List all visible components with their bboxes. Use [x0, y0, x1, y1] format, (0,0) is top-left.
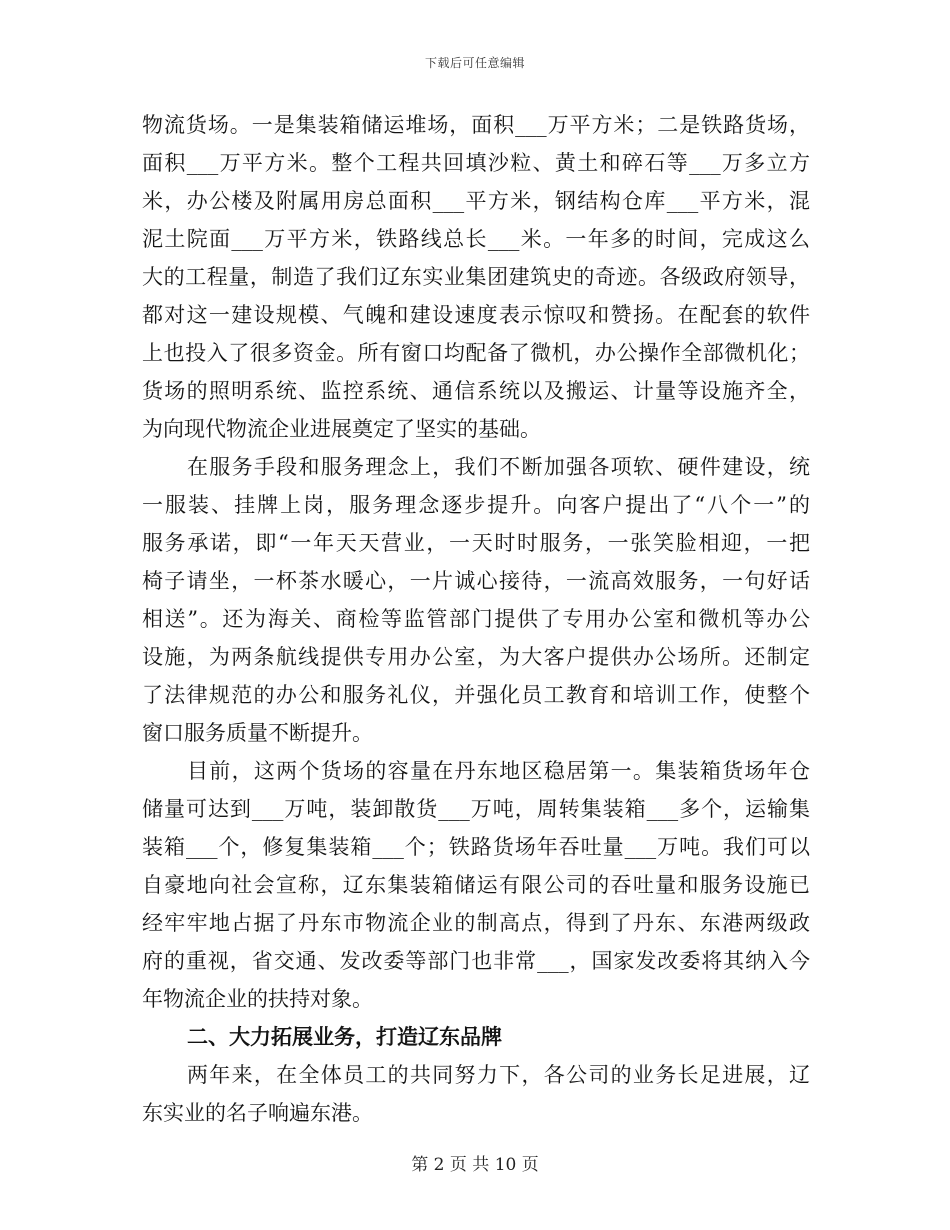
paragraph-first-line: 目前，这两个货场的容量在丹东地区稳居第一。集装箱货场年仓 [187, 759, 810, 783]
page-header-note: 下载后可任意编辑 [424, 56, 525, 70]
text-line: 物流货场。一是集装箱储运堆场，面积___万平方米；二是铁路货场， [142, 113, 810, 137]
text-line: 装箱___个，修复集装箱___个；铁路货场年吞吐量___万吨。我们可以 [142, 835, 810, 859]
text-line: 设施，为两条航线提供专用办公室，为大客户提供办公场所。还制定 [142, 645, 810, 669]
text-line: 服务承诺，即“一年天天营业，一天时时服务，一张笑脸相迎，一把 [142, 531, 810, 555]
text-line: 都对这一建设规模、气魄和建设速度表示惊叹和赞扬。在配套的软件 [142, 303, 810, 327]
text-line: 米，办公楼及附属用房总面积___平方米，钢结构仓库___平方米，混 [142, 189, 810, 213]
text-line: 年物流企业的扶持对象。 [142, 987, 373, 1011]
document-body [142, 106, 810, 1132]
text-line: 大的工程量，制造了我们辽东实业集团建筑史的奇迹。各级政府领导， [142, 265, 810, 289]
text-line: 泥土院面___万平方米，铁路线总长___米。一年多的时间，完成这么 [142, 227, 810, 251]
section-heading: 二、大力拓展业务，打造辽东品牌 [187, 1025, 502, 1049]
text-line: 为向现代物流企业进展奠定了坚实的基础。 [142, 417, 541, 441]
text-line: 经牢牢地占据了丹东市物流企业的制高点，得到了丹东、东港两级政 [142, 911, 810, 935]
text-line: 上也投入了很多资金。所有窗口均配备了微机，办公操作全部微机化； [142, 341, 810, 365]
text-line: 面积___万平方米。整个工程共回填沙粒、黄土和碎石等___万多立方 [142, 151, 810, 175]
text-line: 储量可达到___万吨，装卸散货___万吨，周转集装箱___多个，运输集 [142, 797, 810, 821]
paragraph-first-line: 在服务手段和服务理念上，我们不断加强各项软、硬件建设，统 [187, 455, 810, 479]
page-number: 第 2 页 共 10 页 [411, 1155, 539, 1175]
text-line: 窗口服务质量不断提升。 [142, 721, 373, 745]
text-line: 自豪地向社会宣称，辽东集装箱储运有限公司的吞吐量和服务设施已 [142, 873, 810, 897]
text-line: 了法律规范的办公和服务礼仪，并强化员工教育和培训工作，使整个 [142, 683, 810, 707]
text-line: 东实业的名子响遍东港。 [142, 1101, 373, 1125]
text-line: 一服装、挂牌上岗，服务理念逐步提升。向客户提出了“八个一”的 [142, 493, 810, 517]
text-line: 府的重视，省交通、发改委等部门也非常___，国家发改委将其纳入今 [142, 949, 810, 973]
text-line: 货场的照明系统、监控系统、通信系统以及搬运、计量等设施齐全， [142, 379, 810, 403]
text-line: 椅子请坐，一杯茶水暖心，一片诚心接待，一流高效服务，一句好话 [142, 569, 810, 593]
text-line: 相送”。还为海关、商检等监管部门提供了专用办公室和微机等办公 [142, 607, 810, 631]
paragraph-first-line: 两年来，在全体员工的共同努力下，各公司的业务长足进展，辽 [187, 1063, 810, 1087]
